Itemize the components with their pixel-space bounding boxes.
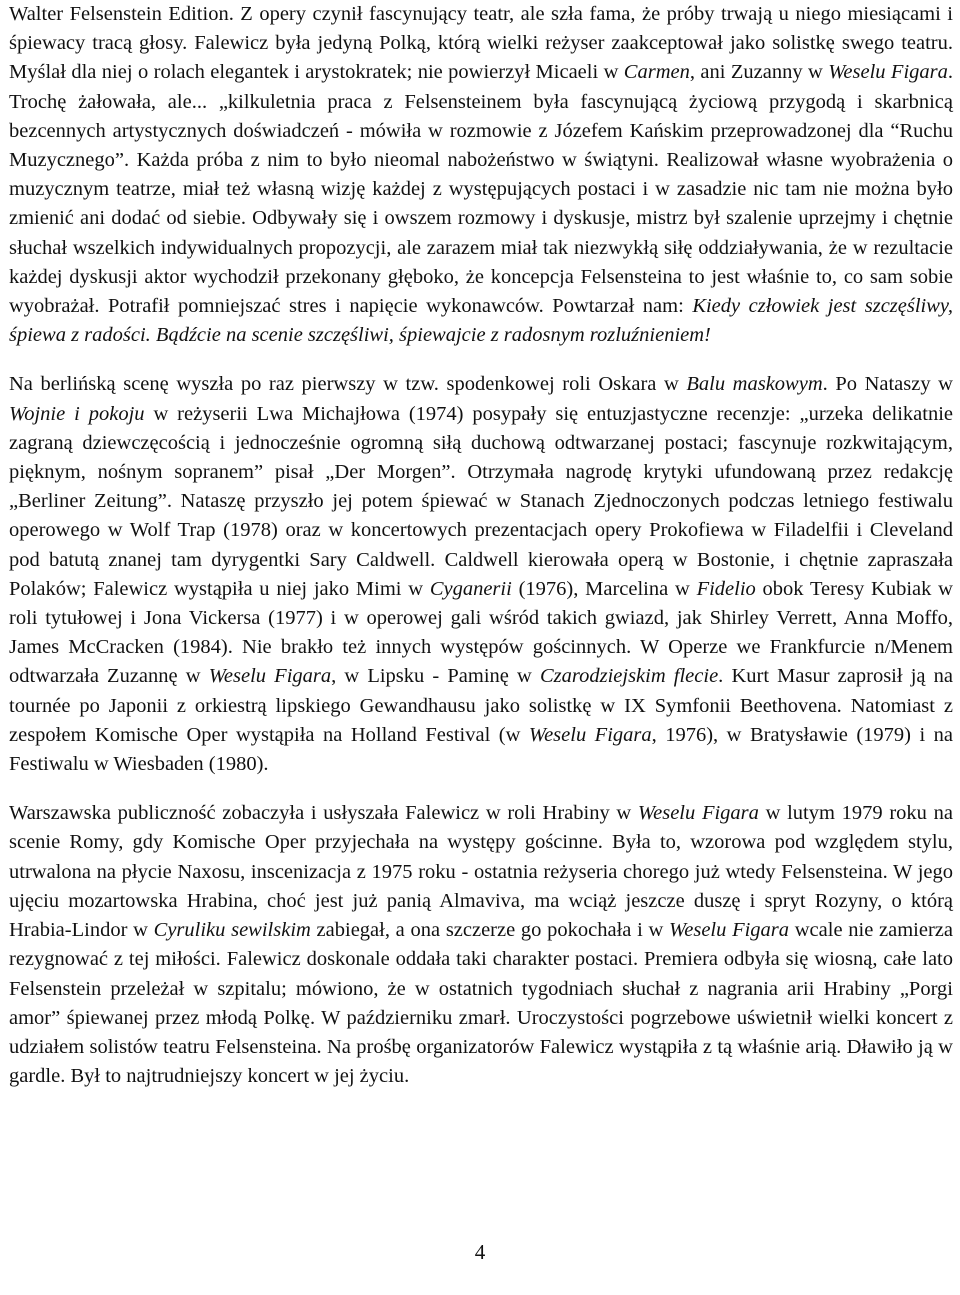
- text-run: obok Teresy Kubiak w roli tytułowej i Jona Vickersa (1977) i w operowej gali wśród takich gwiazd, jak Shirley Verrett, Anna Moffo, James McCracken (1984). Nie brakło też innych występów gościnnych. W Operze we Frankfurcie n/Menem odtwarzała Zuzannę w: [9, 577, 953, 688]
- italic-title: Cyruliku sewilskim: [153, 919, 311, 942]
- page-number: 4: [474, 1240, 486, 1264]
- text-run: wcale nie zamierza rezygnować z tej miłości. Falewicz doskonale oddała taki charakter postaci. Premiera odbyła się wiosną, całe lato Felsenstein przeleżał w szpitalu; mówiono, że w ostatnich tygodniach słuchał z nagrania arii Hrabiny „Porgi amor” śpiewanej przez młodą Polkę. W październiku zmarł. Uroczystości pogrzebowe uświetnił wielki koncert z udziałem solistów teatru Felsensteina. Na prośbę organizatorów Falewicz wystąpiła z tą właśnie arią. Dławiło ją w gardle. Był to najtrudniejszy koncert w jej życiu.: [9, 919, 953, 1088]
- italic-title: Balu maskowym: [686, 373, 823, 396]
- text-run: Na berlińską scenę wyszła po raz pierwszy w tzw. spodenkowej roli Oskara w: [9, 373, 687, 396]
- text-run: . Po Nataszy w: [822, 373, 953, 396]
- text-run: . Trochę żałowała, ale... „kilkuletnia praca z Felsensteinem była fascynującą życiową przygodą i skarbnicą bezcennych artystycznych doświadczeń - mówiła w rozmowie z Józefem Kańskim przeprowadzonej dla “Ruchu Muzycznego”. Każda próba z nim to było nieomal nabożeństwo w świątyni. Realizował własne wyobrażenia o muzycznym teatrze, miał też własną wizję każdej z występujących postaci i w zasadzie nic tam nie można było zmienić ani dodać od siebie. Odbywały się i owszem rozmowy i dyskusje, mistrz był szalenie uprzejmy i chętnie słuchał wszelkich indywidualnych propozycji, ale zarazem miał tak niezwykłą siłę oddziaływania, że w rezultacie każdej dyskusji aktor wychodził przekonany głęboko, że koncepcja Felsensteina to jest właśnie to, co sam sobie wyobrażał. Potrafił pomniejszać stres i napięcie wykonawców. Powtarzał nam:: [9, 61, 953, 318]
- text-run: w lutym 1979 roku na scenie Romy, gdy Komische Oper przyjechała na występy gościnne. Była to, wzorowa pod względem stylu, utrwalona na płycie Naxosu, inscenizacja z 1975 roku - ostatnia reżyseria chorego już wtedy Felsensteina. W jego ujęciu mozartowska Hrabina, choć jest już panią Almaviva, ma wciąż jeszcze duszę i spryt Rozyny, o którą Hrabia-Lindor w: [9, 802, 953, 942]
- italic-title: Carmen: [623, 61, 690, 84]
- document-body: [9, 0, 953, 1091]
- italic-title: Kiedy człowiek jest szczęśliwy, śpiewa z radości. Bądźcie na scenie szczęśliwi, śpiewajcie z radosnym rozluźnieniem!: [9, 295, 954, 347]
- paragraph-berlin-debut: [9, 370, 953, 779]
- text-run: w reżyserii Lwa Michajłowa (1974) posypały się entuzjastyczne recenzje: „urzeka delikatnie zagraną dziewczęcością i jednocześnie ogromną siłą duchową odtwarzanej postaci; fascynuje rozkwitającym, pięknym, nośnym sopranem” pisał „Der Morgen”. Otrzymała nagrodę krytyki ufundowaną przez redakcję „Berliner Zeitung”. Nataszę przyszło jej potem śpiewać w Stanach Zjednoczonych podczas letniego festiwalu operowego w Wolf Trap (1978) oraz w koncertowych prezentacjach opery Prokofiewa w Filadelfii i Cleveland pod batutą znanej tam dyrygentki Sary Caldwell. Caldwell kierowała operą w Bostonie, i chętnie zapraszała Polaków; Falewicz wystąpiła u niej jako Mimi w: [9, 402, 953, 600]
- paragraph-felsenstein: [9, 0, 953, 350]
- paragraph-warsaw-countess: [9, 799, 953, 1091]
- text-run: Walter Felsenstein Edition. Z opery czynił fascynujący teatr, ale szła fama, że próby trwają u niego miesiącami i śpiewacy tracą głosy. Falewicz była jedyną Polką, którą wielki reżyser zaakceptował jako solistkę swego teatru. Myślał dla niej o rolach elegantek i arystokratek; nie powierzył Micaeli w: [9, 3, 953, 84]
- text-run: , ani Zuzanny w: [689, 61, 829, 84]
- italic-title: Weselu Figara: [208, 665, 332, 688]
- italic-title: Czarodziejskim flecie: [539, 665, 719, 688]
- italic-title: Weselu Figara: [528, 723, 652, 746]
- italic-title: Wojnie i pokoju: [9, 402, 145, 425]
- text-run: Warszawska publiczność zobaczyła i usłyszała Falewicz w roli Hrabiny w: [9, 802, 638, 825]
- italic-title: Fidelio: [696, 577, 756, 600]
- text-run: , w Lipsku - Paminę w: [331, 665, 540, 688]
- text-run: , 1976), w Bratysławie (1979) i na Festiwalu w Wiesbaden (1980).: [9, 723, 954, 776]
- text-run: (1976), Marcelina w: [511, 577, 697, 600]
- italic-title: Weselu Figara: [669, 919, 790, 942]
- text-run: . Kurt Masur zaprosił ją na tournée po Japonii z orkiestrą lipskiego Gewandhausu jako solistkę w IX Symfonii Beethovena. Natomiast z zespołem Komische Oper wystąpiła na Holland Festival (w: [9, 665, 953, 746]
- italic-title: Weselu Figara: [637, 802, 759, 825]
- text-run: zabiegał, a ona szczerze go pokochała i w: [310, 919, 670, 942]
- italic-title: Weselu Figara: [828, 61, 948, 84]
- italic-title: Cyganerii: [429, 577, 512, 600]
